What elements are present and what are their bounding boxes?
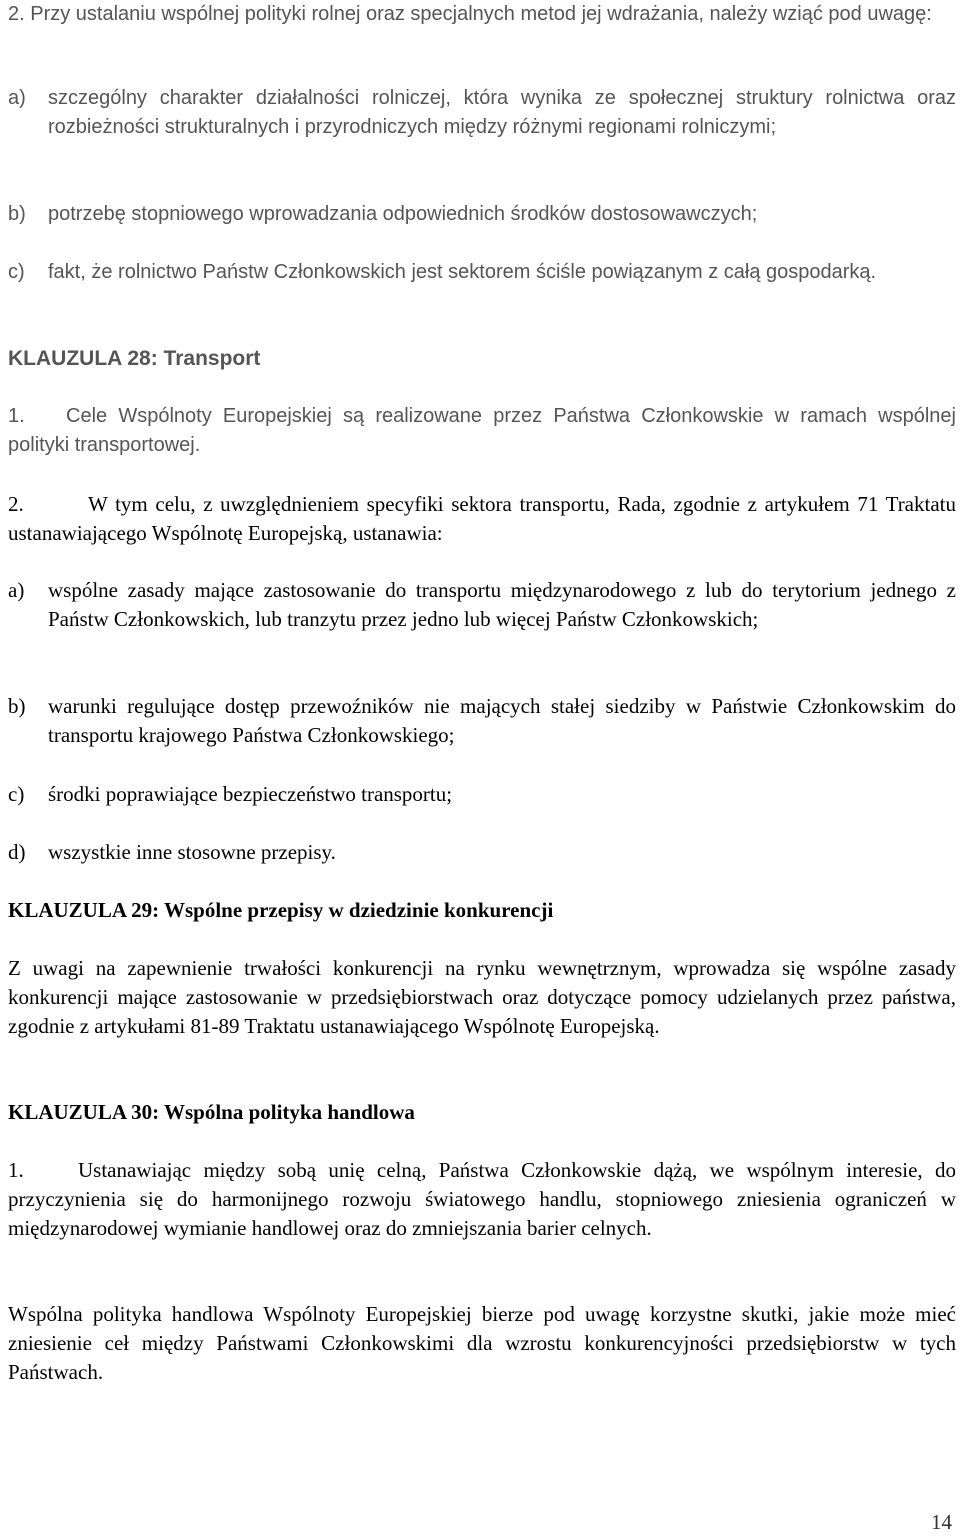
list-item-label: b) [8,694,26,718]
list-item [8,576,956,634]
clause-29-text: Z uwagi na zapewnienie trwałości konkurencji na rynku wewnętrznym, wprowadza się wspólne zasady konkurencji mające zastosowanie w przedsiębiorstwach oraz dotyczące pomocy udzielanych przez państwa, zgodnie z artykułami 81-89 Traktatu ustanawiającego Wspólnotę Europejską. [8,956,956,1038]
list-item-label: a) [8,578,25,602]
page-number: 14 [931,1510,952,1534]
list-item [8,692,956,750]
list-item-label: b) [8,203,26,225]
clause-28-heading: KLAUZULA 28: Transport [8,347,261,370]
list-item-text: warunki regulujące dostęp przewoźników nie mających stałej siedziby w Państwie Członkowskim do transportu krajowego Państwa Członkowskiego; [48,694,956,747]
list-item-text: fakt, że rolnictwo Państw Członkowskich jest sektorem ściśle powiązanym z całą gospodarką. [48,261,877,283]
list-item-label: c) [8,261,25,283]
clause-30-heading: KLAUZULA 30: Wspólna polityka handlowa [8,1100,415,1124]
paragraph-text: Cele Wspólnoty Europejskiej są realizowane przez Państwa Członkowskie w ramach wspólnej polityki transportowej. [8,405,956,456]
clause-30-paragraph-1 [8,1156,956,1243]
paragraph-text: W tym celu, z uwzględnieniem specyfiki sektora transportu, Rada, zgodnie z artykułem 71 Traktatu ustanawiającego Wspólnotę Europejską, ustanawia: [8,492,956,545]
paragraph-number: 1. [8,1158,24,1182]
list-item [8,780,956,809]
clause-30-paragraph-2: Wspólna polityka handlowa Wspólnoty Europejskiej bierze pod uwagę korzystne skutki, jakie może mieć zniesienie ceł między Państwami Członkowskimi dla wzrostu konkurencyjności przedsiębiorstw w tych Państwach. [8,1302,956,1384]
list-item-text: wszystkie inne stosowne przepisy. [48,840,336,864]
paragraph-number: 1. [8,405,25,427]
list-item [8,258,956,287]
list-item-label: c) [8,782,25,806]
list-item-text: potrzebę stopniowego wprowadzania odpowiednich środków dostosowawczych; [48,203,758,225]
clause-28-paragraph-2 [8,490,956,548]
section-intro: 2. Przy ustalaniu wspólnej polityki rolnej oraz specjalnych metod jej wdrażania, należy wziąć pod uwagę: [8,3,932,25]
list-item [8,838,956,867]
list-item-text: wspólne zasady mające zastosowanie do transportu międzynarodowego z lub do terytorium jednego z Państw Członkowskich, lub tranzytu przez jedno lub więcej Państw Członkowskich; [48,578,956,631]
list-item-label: a) [8,87,26,109]
list-item-text: szczególny charakter działalności rolniczej, która wynika ze społecznej struktury rolnictwa oraz rozbieżności strukturalnych i przyrodniczych między różnymi regionami rolniczymi; [48,87,956,138]
clause-29-heading: KLAUZULA 29: Wspólne przepisy w dziedzinie konkurencji [8,898,554,922]
paragraph-text: Ustanawiając między sobą unię celną, Państwa Członkowskie dążą, we wspólnym interesie, do przyczynienia się do harmonijnego rozwoju światowego handlu, stopniowego zniesienia ograniczeń w międzynarodowej wymianie handlowej oraz do zmniejszania barier celnych. [8,1158,956,1240]
list-item-label: d) [8,840,26,864]
clause-28-paragraph-1 [8,402,956,460]
list-item [8,200,956,229]
list-item-text: środki poprawiające bezpieczeństwo transportu; [48,782,453,806]
list-item [8,84,956,142]
paragraph-number: 2. [8,492,24,516]
